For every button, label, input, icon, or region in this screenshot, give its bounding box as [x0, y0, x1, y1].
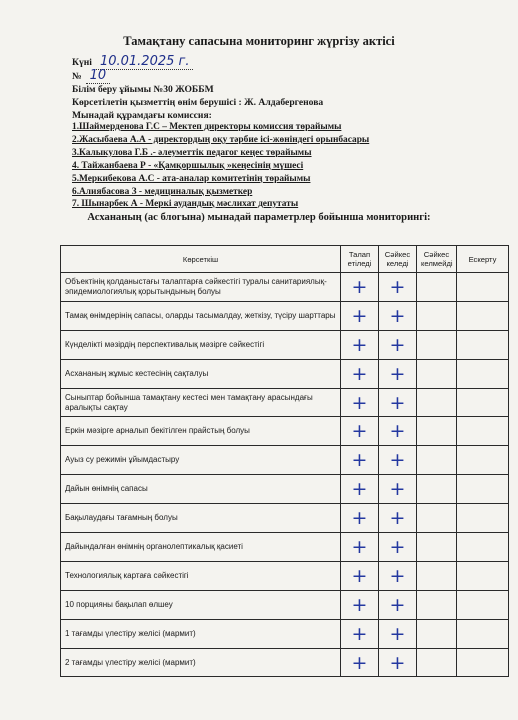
required-cell [341, 417, 379, 446]
complies-cell [379, 590, 417, 619]
complies-cell [379, 359, 417, 388]
date-line [72, 56, 193, 68]
note-cell [457, 590, 509, 619]
plus-mark: + [351, 420, 368, 443]
plus-mark: + [351, 304, 368, 327]
note-cell [457, 301, 509, 330]
plus-mark: + [389, 507, 406, 530]
number-label: № [72, 71, 82, 82]
table-row [61, 301, 509, 330]
plus-mark: + [389, 304, 406, 327]
criterion-cell: Дайын өнімнің сапасы [61, 475, 341, 504]
required-cell [341, 359, 379, 388]
table-row [61, 417, 509, 446]
note-cell [457, 330, 509, 359]
complies-cell [379, 561, 417, 590]
note-cell [457, 619, 509, 648]
criterion-cell: Еркін мәзірге арналып бекітілген прайстың болуы [61, 417, 341, 446]
note-cell [457, 388, 509, 417]
required-cell [341, 504, 379, 533]
note-cell [457, 533, 509, 562]
criterion-cell: Объектінің қолданыстағы талаптарға сәйкестігі туралы санитариялық-эпидемиологиялық қорытындының болуы [61, 273, 341, 302]
commission-heading: Мынадай құрамдағы комиссия: [72, 110, 212, 121]
plus-mark: + [389, 651, 406, 674]
not-complies-cell [417, 648, 457, 677]
not-complies-cell [417, 504, 457, 533]
not-complies-cell [417, 273, 457, 302]
table-row [61, 446, 509, 475]
criterion-cell: 1 тағамды үлестіру желісі (мармит) [61, 619, 341, 648]
plus-mark: + [351, 478, 368, 501]
plus-mark: + [389, 564, 406, 587]
table-row [61, 388, 509, 417]
table-row [61, 359, 509, 388]
table-row [61, 273, 509, 302]
not-complies-cell [417, 330, 457, 359]
note-cell [457, 417, 509, 446]
table-row [61, 648, 509, 677]
plus-mark: + [389, 593, 406, 616]
note-cell [457, 475, 509, 504]
criterion-cell: Тамақ өнімдерінің сапасы, оларды тасымалдау, жеткізу, түсіру шарттары [61, 301, 341, 330]
complies-cell [379, 504, 417, 533]
note-cell [457, 359, 509, 388]
note-cell [457, 446, 509, 475]
member-6: 6.Алиябасова З - медициналық қызметкер [72, 187, 253, 197]
member-5: 5.Меркибекова А.С - ата-аналар комитетінің төрайымы [72, 174, 311, 184]
member-1: 1.Шаймерденова Г.С – Мектеп директоры комиссия төрайымы [72, 122, 342, 132]
required-cell [341, 590, 379, 619]
note-cell [457, 648, 509, 677]
plus-mark: + [389, 420, 406, 443]
table-row [61, 533, 509, 562]
header-criterion: Көрсеткіш [61, 246, 341, 273]
table-row [61, 475, 509, 504]
table-row [61, 619, 509, 648]
number-line [72, 70, 110, 82]
plus-mark: + [389, 391, 406, 414]
plus-mark: + [389, 275, 406, 298]
plus-mark: + [389, 478, 406, 501]
complies-cell [379, 533, 417, 562]
criterion-cell: Ауыз су режимін ұйымдастыру [61, 446, 341, 475]
criterion-cell: 2 тағамды үлестіру желісі (мармит) [61, 648, 341, 677]
plus-mark: + [351, 275, 368, 298]
table-row [61, 590, 509, 619]
member-7: 7. Шынарбек А - Меркі аудандық мәслихат депутаты [72, 199, 299, 209]
plus-mark: + [389, 622, 406, 645]
complies-cell [379, 446, 417, 475]
complies-cell [379, 648, 417, 677]
header-not-complies: Сәйкес келмейді [417, 246, 457, 273]
criterion-cell: 10 порцияны бақылап өлшеу [61, 590, 341, 619]
plus-mark: + [351, 391, 368, 414]
table-header-row [61, 246, 509, 273]
criterion-cell: Бақылаудағы тағамның болуы [61, 504, 341, 533]
header-complies: Сәйкес келеді [379, 246, 417, 273]
plus-mark: + [351, 507, 368, 530]
plus-mark: + [389, 535, 406, 558]
provider-line [72, 97, 323, 108]
complies-cell [379, 475, 417, 504]
not-complies-cell [417, 475, 457, 504]
header-note: Ескерту [457, 246, 509, 273]
not-complies-cell [417, 301, 457, 330]
criterion-cell: Технологиялық картаға сәйкестігі [61, 561, 341, 590]
member-2: 2.Жасыбаева А.А - директордың оқу тәрбие ісі-жөніндегі орынбасары [72, 135, 370, 145]
complies-cell [379, 417, 417, 446]
plus-mark: + [351, 333, 368, 356]
plus-mark: + [389, 449, 406, 472]
header-required: Талап етіледі [341, 246, 379, 273]
provider-name: Ж. Алдабергенова [244, 97, 324, 108]
not-complies-cell [417, 359, 457, 388]
number-value: 10 [86, 68, 111, 84]
plus-mark: + [389, 333, 406, 356]
not-complies-cell [417, 533, 457, 562]
criterion-cell: Асхананың жұмыс кестесінің сақталуы [61, 359, 341, 388]
table-row [61, 561, 509, 590]
provider-label: Көрсетілетін қызметтің өнім берушісі : [72, 97, 242, 108]
plus-mark: + [351, 535, 368, 558]
not-complies-cell [417, 446, 457, 475]
not-complies-cell [417, 417, 457, 446]
required-cell [341, 648, 379, 677]
plus-mark: + [351, 362, 368, 385]
required-cell [341, 301, 379, 330]
note-cell [457, 561, 509, 590]
required-cell [341, 446, 379, 475]
note-cell [457, 273, 509, 302]
required-cell [341, 330, 379, 359]
required-cell [341, 561, 379, 590]
department-line: Білім беру ұйымы №30 ЖОББМ [72, 84, 214, 95]
not-complies-cell [417, 619, 457, 648]
document-title: Тамақтану сапасына мониторинг жүргізу актісі [123, 34, 395, 48]
not-complies-cell [417, 388, 457, 417]
complies-cell [379, 330, 417, 359]
plus-mark: + [351, 564, 368, 587]
plus-mark: + [351, 622, 368, 645]
plus-mark: + [351, 593, 368, 616]
monitoring-subtitle: Асхананың (ас блогына) мынадай параметрлер бойынша мониторингі: [87, 212, 431, 223]
criterion-cell: Дайындалған өнімнің органолептикалық қасиеті [61, 533, 341, 562]
complies-cell [379, 619, 417, 648]
complies-cell [379, 388, 417, 417]
complies-cell [379, 301, 417, 330]
required-cell [341, 388, 379, 417]
plus-mark: + [351, 449, 368, 472]
criterion-cell: Сыныптар бойынша тамақтану кестесі мен тамақтану арасындағы аралықты сақтау [61, 388, 341, 417]
member-3: 3.Калыкулова Г.Б .- әлеуметтік педагог кеңес төрайымы [72, 148, 312, 158]
plus-mark: + [351, 651, 368, 674]
complies-cell [379, 273, 417, 302]
member-4: 4. Тайжанбаева Р - «Қамқоршылық »кеңесінің мүшесі [72, 161, 304, 171]
monitoring-table [60, 245, 509, 677]
required-cell [341, 533, 379, 562]
table-row [61, 330, 509, 359]
not-complies-cell [417, 590, 457, 619]
required-cell [341, 619, 379, 648]
date-value: 10.01.2025 г. [96, 54, 194, 70]
required-cell [341, 273, 379, 302]
required-cell [341, 475, 379, 504]
plus-mark: + [389, 362, 406, 385]
criterion-cell: Күнделікті мәзірдің перспективалық мәзірге сәйкестігі [61, 330, 341, 359]
not-complies-cell [417, 561, 457, 590]
date-label: Күні [72, 57, 92, 68]
note-cell [457, 504, 509, 533]
table-row [61, 504, 509, 533]
